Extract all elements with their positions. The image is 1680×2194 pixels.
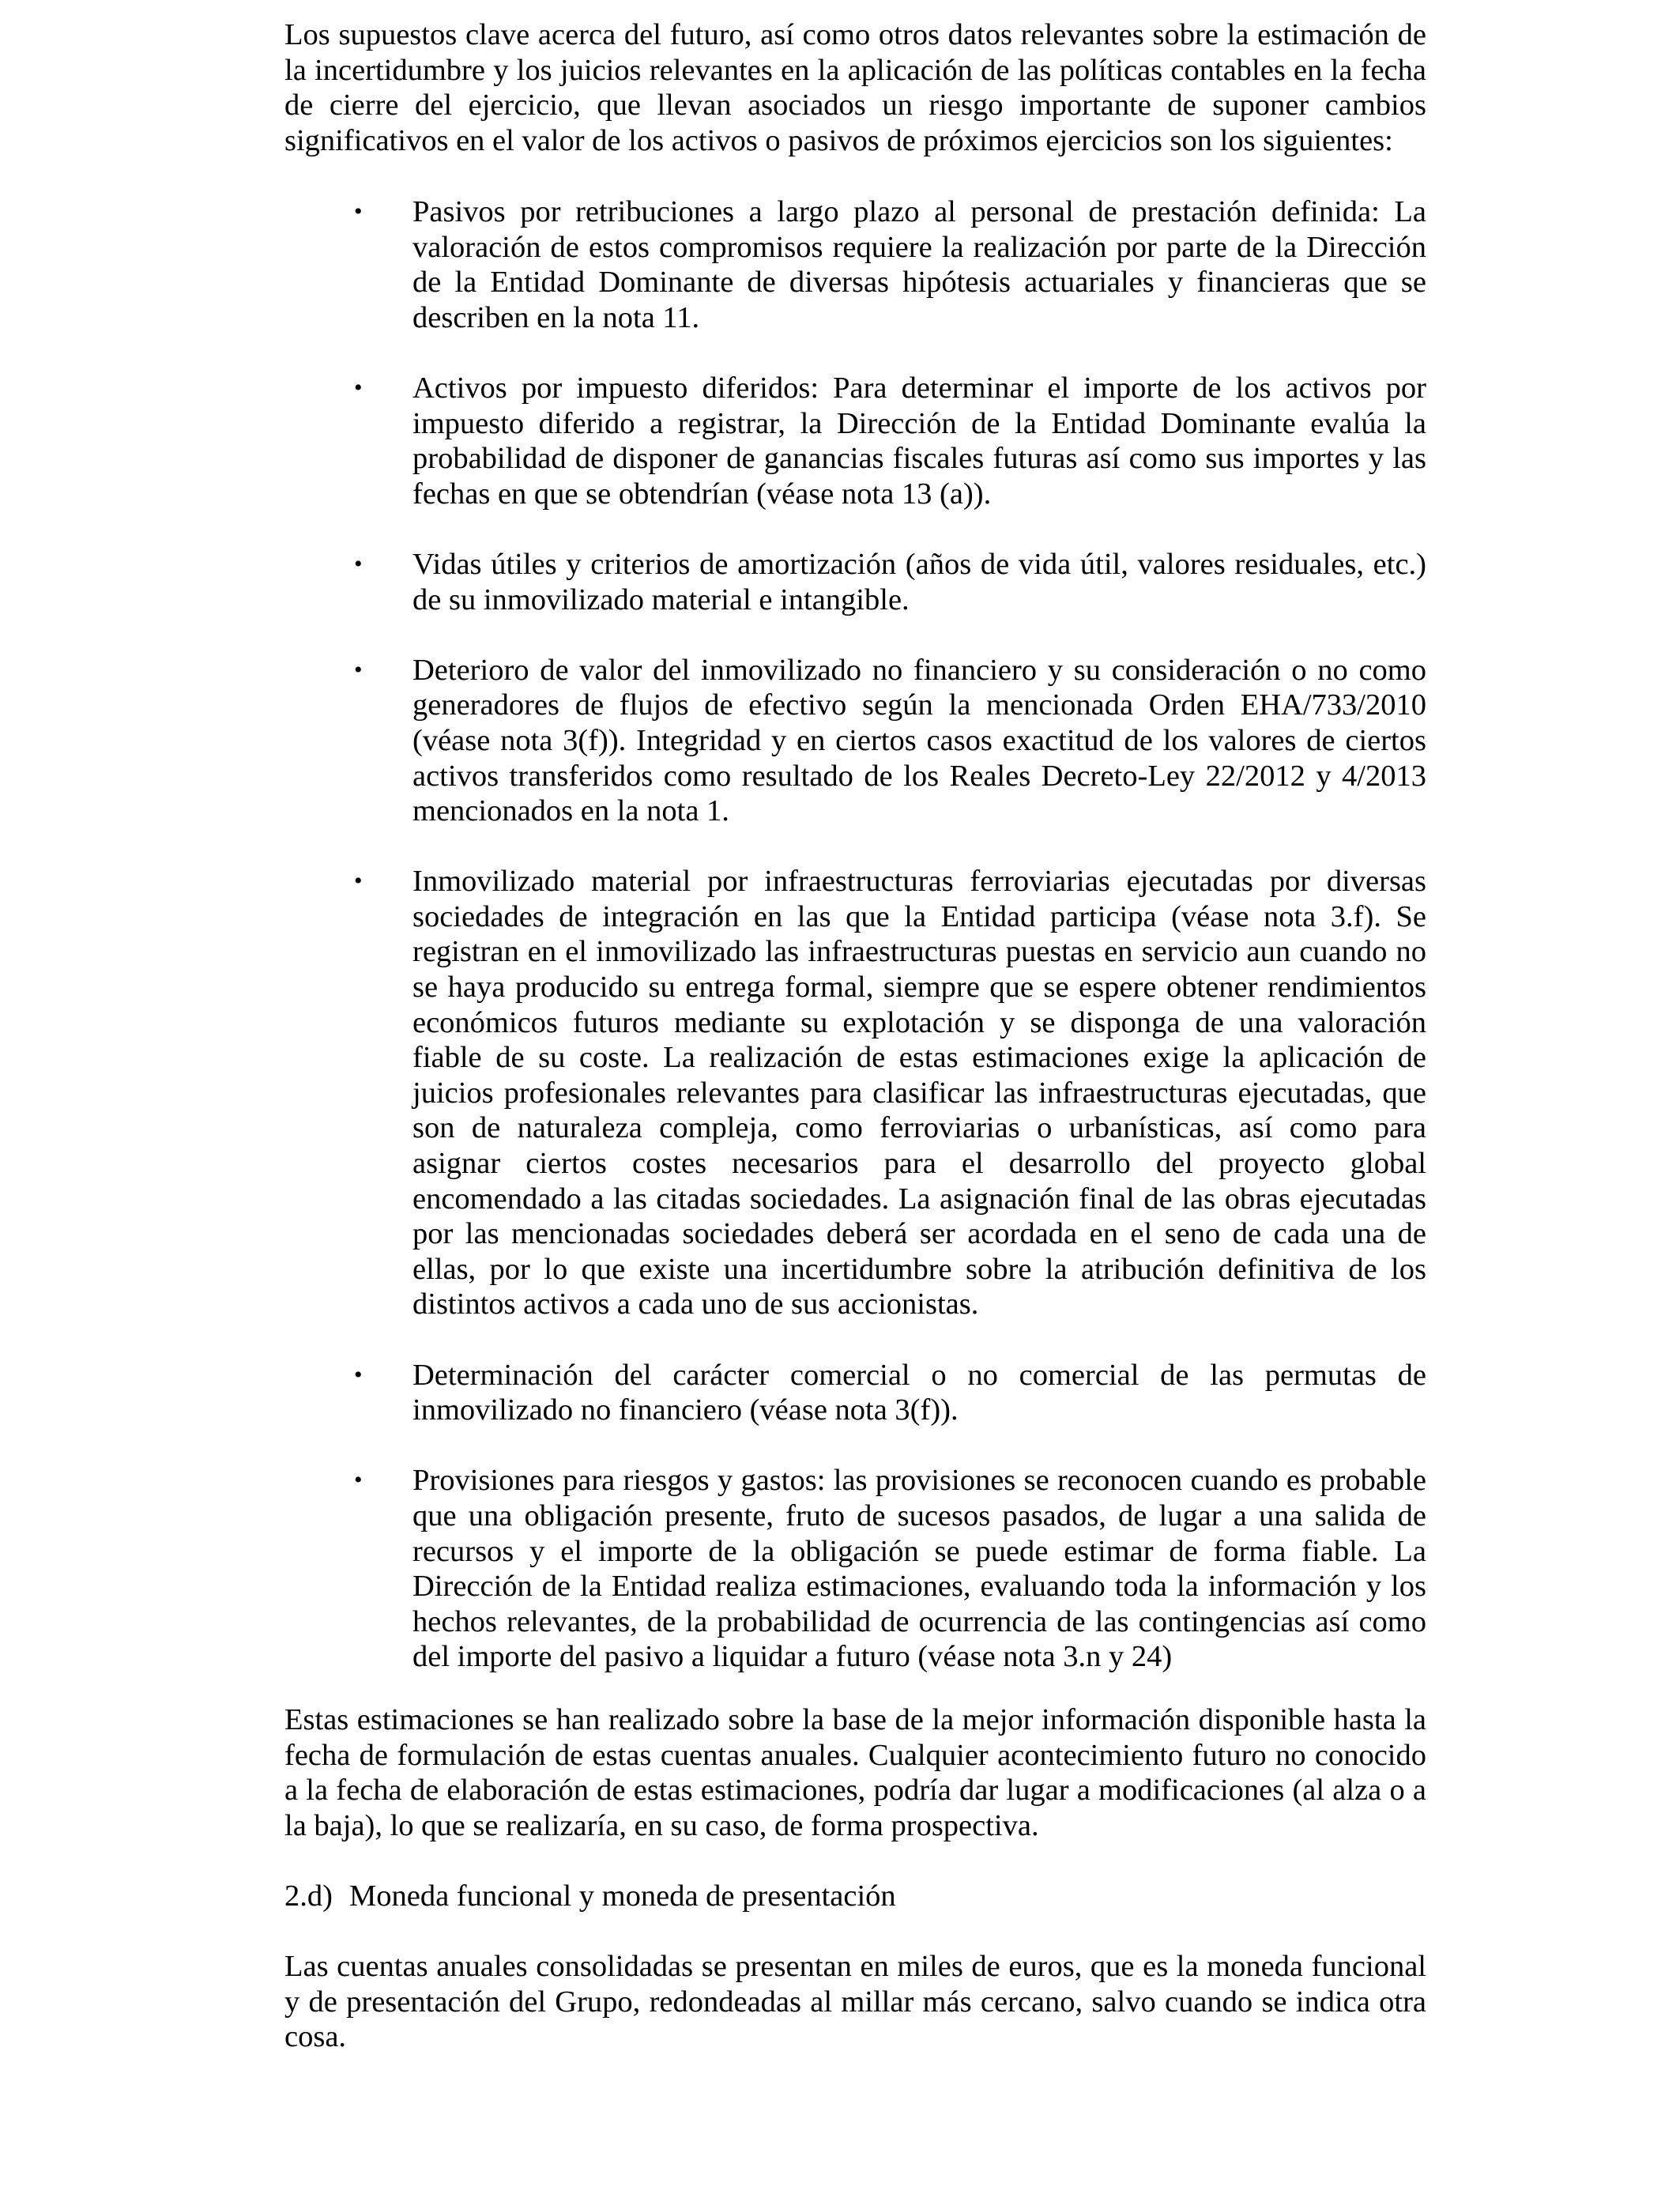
- bullet-icon: •: [354, 550, 363, 577]
- section-title: Moneda funcional y moneda de presentación: [349, 1879, 896, 1913]
- list-item: [284, 1463, 1426, 1675]
- list-item-text: Deterioro de valor del inmovilizado no financiero y su consideración o no como generadores de flujos de efectivo según la mencionada Orden EHA/733/2010 (véase nota 3(f)). Integridad y en ciertos casos exactitud de los valores de ciertos activos transferidos como resultado de los Reales Decreto-Ley 22/2012 y 4/2013 mencionados en la nota 1.: [412, 653, 1426, 828]
- list-item: [284, 864, 1426, 1322]
- section-number: 2.d): [284, 1879, 333, 1913]
- estimates-list: [284, 194, 1426, 1710]
- bullet-icon: •: [354, 1361, 363, 1388]
- list-item-text: Provisiones para riesgos y gastos: las provisiones se reconocen cuando es probable que una obligación presente, fruto de sucesos pasados, de lugar a una salida de recursos y el importe de la obligación se puede estimar de forma fiable. La Dirección de la Entidad realiza estimaciones, evaluando toda la información y los hechos relevantes, de la probabilidad de ocurrencia de las contingencias así como del importe del pasivo a liquidar a futuro (véase nota 3.n y 24): [412, 1464, 1426, 1674]
- list-item-text: Determinación del carácter comercial o no comercial de las permutas de inmovilizado no financiero (véase nota 3(f)).: [412, 1358, 1426, 1427]
- bullet-icon: •: [354, 1467, 363, 1494]
- bullet-icon: •: [354, 868, 363, 895]
- list-item: [284, 547, 1426, 617]
- list-item: [284, 371, 1426, 511]
- list-item: [284, 1358, 1426, 1428]
- list-item-text: Pasivos por retribuciones a largo plazo al personal de prestación definida: La valoración de estos compromisos requiere la realización por parte de la Dirección de la Entidad Dominante de diversas hipótesis actuariales y financieras que se describen en la nota 11.: [412, 195, 1426, 334]
- bullet-icon: •: [354, 656, 363, 683]
- list-item-text: Inmovilizado material por infraestructuras ferroviarias ejecutadas por diversas sociedades de integración en las que la Entidad participa (véase nota 3.f). Se registran en el inmovilizado las infraestructuras puestas en servicio aun cuando no se haya producido su entrega formal, siempre que se espere obtener rendimientos económicos futuros mediante su explotación y se disponga de una valoración fiable de su coste. La realización de estas estimaciones exige la aplicación de juicios profesionales relevantes para clasificar las infraestructuras ejecutadas, que son de naturaleza compleja, como ferroviarias o urbanísticas, así como para asignar ciertos costes necesarios para el desarrollo del proyecto global encomendado a las citadas sociedades. La asignación final de las obras ejecutadas por las mencionadas sociedades deberá ser acordada en el seno de cada una de ellas, por lo que existe una incertidumbre sobre la atribución definitiva de los distintos activos a cada uno de sus accionistas.: [412, 865, 1426, 1321]
- list-item-text: Vidas útiles y criterios de amortización (años de vida útil, valores residuales, etc.) de su inmovilizado material e intangible.: [412, 547, 1426, 616]
- currency-paragraph: Las cuentas anuales consolidadas se presentan en miles de euros, que es la moneda funcional y de presentación del Grupo, redondeadas al millar más cercano, salvo cuando se indica otra cosa.: [284, 1950, 1426, 2054]
- list-item: [284, 653, 1426, 829]
- bullet-icon: •: [354, 198, 363, 224]
- list-item-text: Activos por impuesto diferidos: Para determinar el importe de los activos por impuesto diferido a registrar, la Dirección de la Entidad Dominante evalúa la probabilidad de disponer de ganancias fiscales futuras así como sus importes y las fechas en que se obtendrían (véase nota 13 (a)).: [412, 371, 1426, 511]
- closing-paragraph: Estas estimaciones se han realizado sobre la base de la mejor información disponible hasta la fecha de formulación de estas cuentas anuales. Cualquier acontecimiento futuro no conocido a la fecha de elaboración de estas estimaciones, podría dar lugar a modificaciones (al alza o a la baja), lo que se realizaría, en su caso, de forma prospectiva.: [284, 1703, 1426, 1842]
- bullet-icon: •: [354, 374, 363, 401]
- intro-paragraph: Los supuestos clave acerca del futuro, así como otros datos relevantes sobre la estimación de la incertidumbre y los juicios relevantes en la aplicación de las políticas contables en la fecha de cierre del ejercicio, que llevan asociados un riesgo importante de suponer cambios significativos en el valor de los activos o pasivos de próximos ejercicios son los siguientes:: [284, 18, 1426, 157]
- list-item: [284, 194, 1426, 335]
- section-heading: [284, 1879, 1426, 1914]
